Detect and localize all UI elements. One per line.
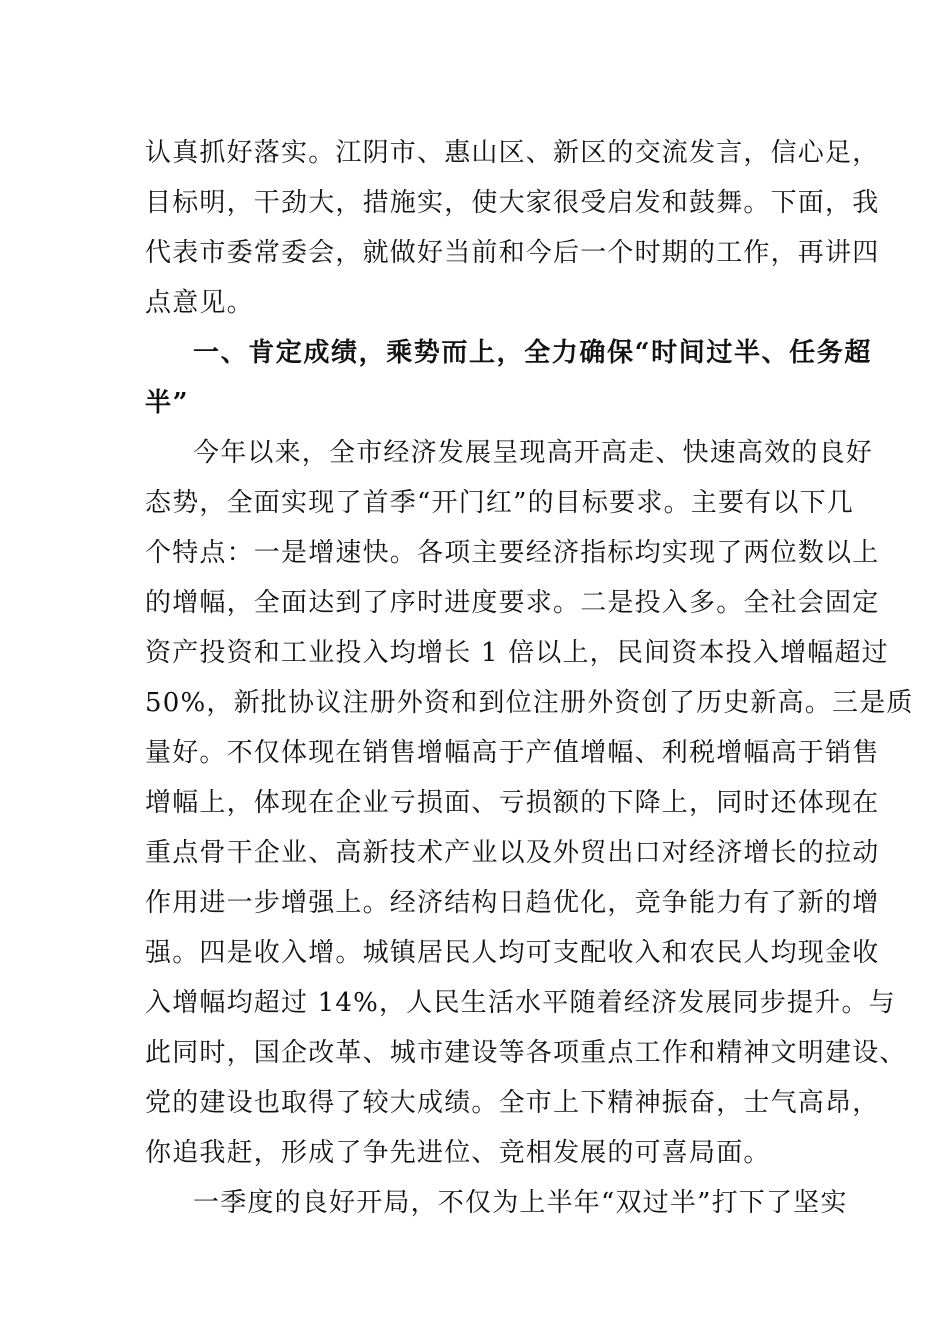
body-text-line: 入增幅均超过 14%，人民生活水平随着经济发展同步提升。与 [145, 988, 896, 1018]
body-text-line: 代表市委常委会，就做好当前和今后一个时期的工作，再讲四 [145, 238, 880, 268]
body-text-line: 个特点：一是增速快。各项主要经济指标均实现了两位数以上 [145, 538, 880, 568]
body-text-line: 的增幅，全面达到了序时进度要求。二是投入多。全社会固定 [145, 588, 880, 618]
body-text-line: 量好。不仅体现在销售增幅高于产值增幅、利税增幅高于销售 [145, 738, 880, 768]
body-text-line: 点意见。 [145, 288, 254, 318]
body-text-line: 你追我赶，形成了争先进位、竞相发展的可喜局面。 [145, 1138, 771, 1168]
body-text-line: 增幅上，体现在企业亏损面、亏损额的下降上，同时还体现在 [145, 788, 880, 818]
body-text-line: 目标明，干劲大，措施实，使大家很受启发和鼓舞。下面，我 [145, 188, 880, 218]
section-heading-continued: 半” [145, 388, 190, 418]
body-text-line: 重点骨干企业、高新技术产业以及外贸出口对经济增长的拉动 [145, 838, 880, 868]
body-text-line: 认真抓好落实。江阴市、惠山区、新区的交流发言，信心足， [145, 138, 880, 168]
paragraph-first-line: 今年以来，全市经济发展呈现高开高走、快速高效的良好 [193, 438, 874, 468]
paragraph-first-line: 一季度的良好开局，不仅为上半年“双过半”打下了坚实 [193, 1188, 848, 1218]
body-text-line: 此同时，国企改革、城市建设等各项重点工作和精神文明建设、 [145, 1038, 907, 1068]
body-text-line: 态势，全面实现了首季“开门红”的目标要求。主要有以下几 [145, 488, 854, 518]
section-heading: 一、肯定成绩，乘势而上，全力确保“时间过半、任务超 [193, 338, 872, 368]
body-text-line: 50%，新批协议注册外资和到位注册外资创了历史新高。三是质 [145, 688, 914, 718]
body-text-line: 作用进一步增强上。经济结构日趋优化，竞争能力有了新的增 [145, 888, 880, 918]
body-text-line: 党的建设也取得了较大成绩。全市上下精神振奋，士气高昂， [145, 1088, 880, 1118]
body-text-line: 资产投资和工业投入均增长 1 倍以上，民间资本投入增幅超过 [145, 638, 889, 668]
body-text-line: 强。四是收入增。城镇居民人均可支配收入和农民人均现金收 [145, 938, 880, 968]
